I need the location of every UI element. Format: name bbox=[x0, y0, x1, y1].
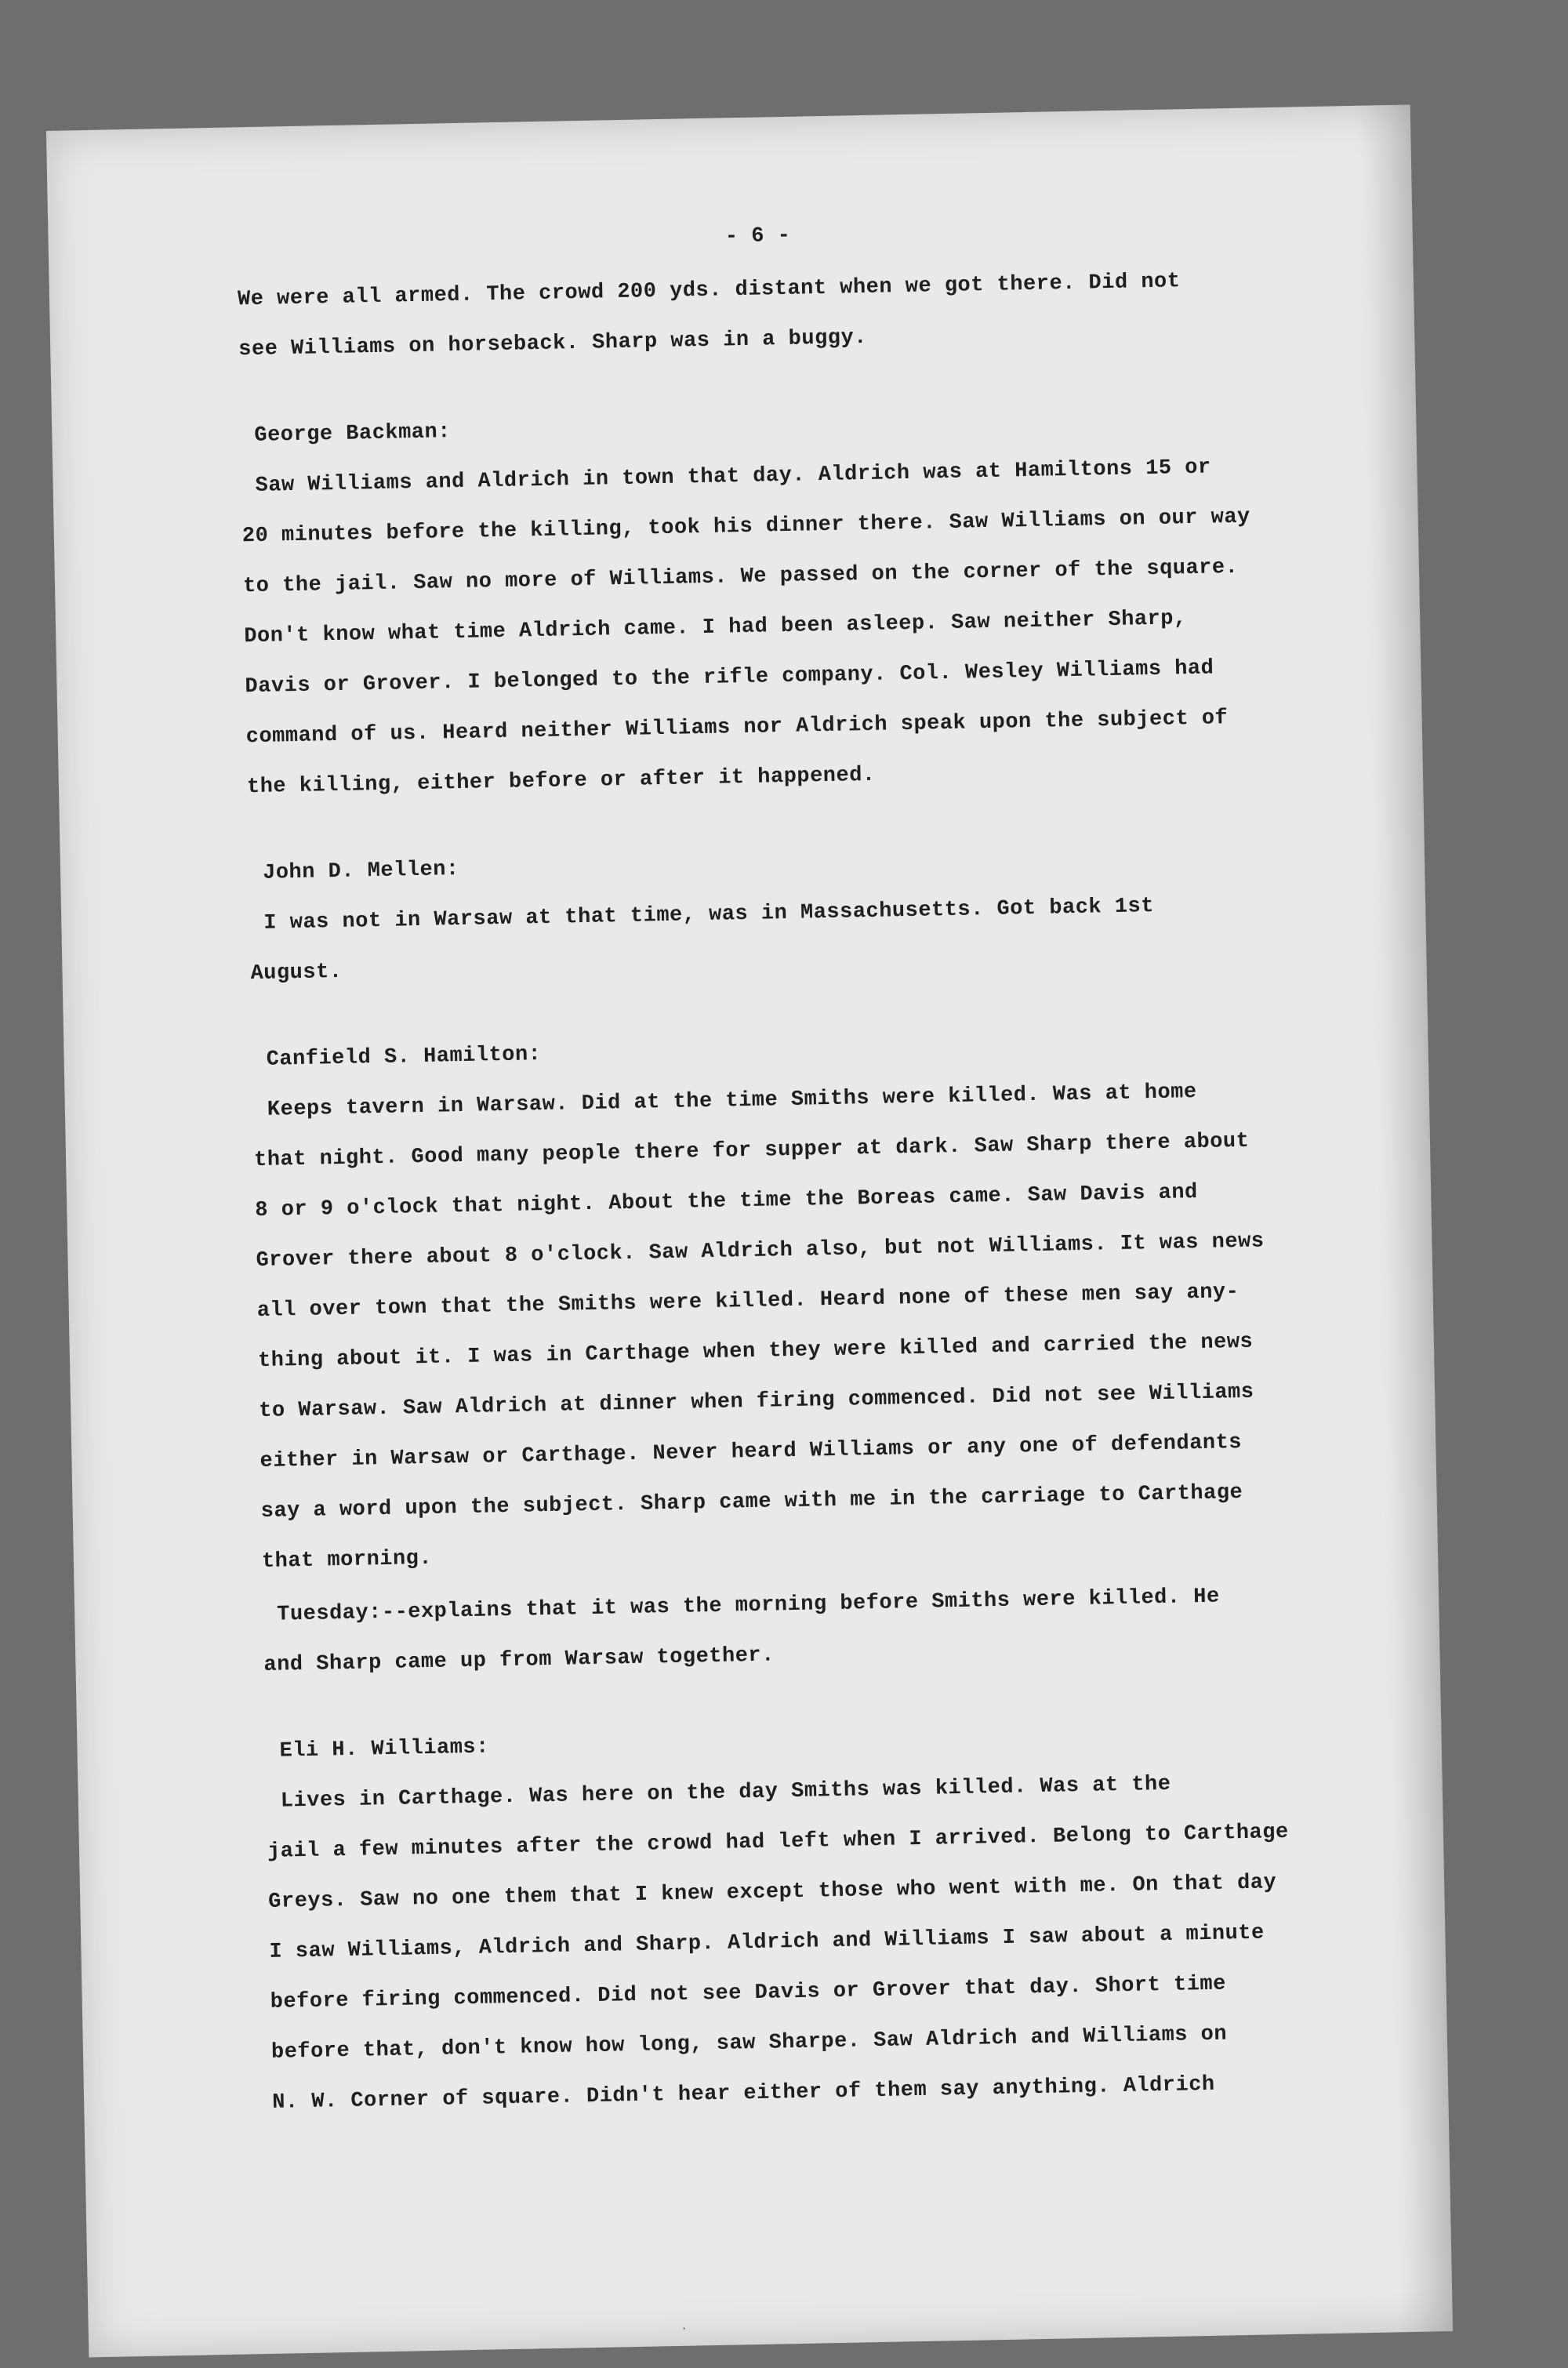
witness-testimony: Lives in Carthage. Was here on the day Smiths was killed. Was at the jail a few minutes after the crowd had left when I arrived. Belong to Carthage Greys. Saw no one them that I knew except those who went with me. On that day I saw Williams, Aldrich and Sharp. Aldrich and Williams I saw about a minute before firing commenced. Did not see Davis or Grover that day. Short time before that, don't know how long, saw Sharpe. Saw Aldrich and Williams on N. W. Corner of square. Didn't hear either of them say anything. Aldrich bbox=[267, 1772, 1289, 2115]
witness-name: George Backman: bbox=[254, 420, 452, 448]
witness-name: Eli H. Williams: bbox=[279, 1735, 490, 1763]
witness-section-williams bbox=[265, 1706, 1316, 2127]
witness-section-hamilton bbox=[252, 1015, 1307, 1691]
page-number: - 6 - bbox=[724, 223, 791, 249]
witness-name: John D. Mellen: bbox=[262, 858, 459, 885]
testimony-continuation: Tuesday:--explains that it was the morning before Smiths were killed. He and Sharp came up from Warsaw together. bbox=[263, 1585, 1220, 1677]
witness-section-backman bbox=[240, 391, 1290, 812]
witness-name: Canfield S. Hamilton: bbox=[266, 1043, 542, 1072]
witness-section-mellen bbox=[249, 829, 1294, 999]
scan-shadow bbox=[1356, 105, 1454, 2333]
witness-testimony: I was not in Warsaw at that time, was in Massachusetts. Got back 1st August. bbox=[250, 895, 1155, 986]
document-page bbox=[46, 105, 1453, 2358]
typed-transcript bbox=[236, 202, 1315, 2128]
scan-artifact-mark: · bbox=[682, 2321, 687, 2336]
witness-testimony: Keeps tavern in Warsaw. Did at the time Smiths were killed. Was at home that night. Good many people there for supper at dark. Saw Sharp there about 8 or 9 o'clock that night. About the time the Boreas came. Saw Davis and Grover there about 8 o'clock. Saw Aldrich also, but not Williams. It was news all over town that the Smiths were killed. Heard none of these men say any- thing about it. I was in Carthage when they were killed and carried the news to Warsaw. Saw Aldrich at dinner when firing commenced. Did not see Williams either in Warsaw or Carthage. Never heard Williams or any one of defendants say a word upon the subject. Sharp came with me in the carriage to Carthage that morning. bbox=[253, 1080, 1265, 1574]
intro-paragraph: We were all armed. The crowd 200 yds. distant when we got there. Did not see Williams on horseback. Sharp was in a buggy. bbox=[237, 270, 1181, 362]
witness-testimony: Saw Williams and Aldrich in town that day. Aldrich was at Hamiltons 15 or 20 minutes before the killing, took his dinner there. Saw Williams on our way to the jail. Saw no more of Williams. We passed on the corner of the square. Don't know what time Aldrich came. I had been asleep. Saw neither Sharp, Davis or Grover. I belonged to the rifle company. Col. Wesley Williams had command of us. Heard neither Williams nor Aldrich speak upon the subject of the killing, either before or after it happened. bbox=[241, 456, 1251, 800]
